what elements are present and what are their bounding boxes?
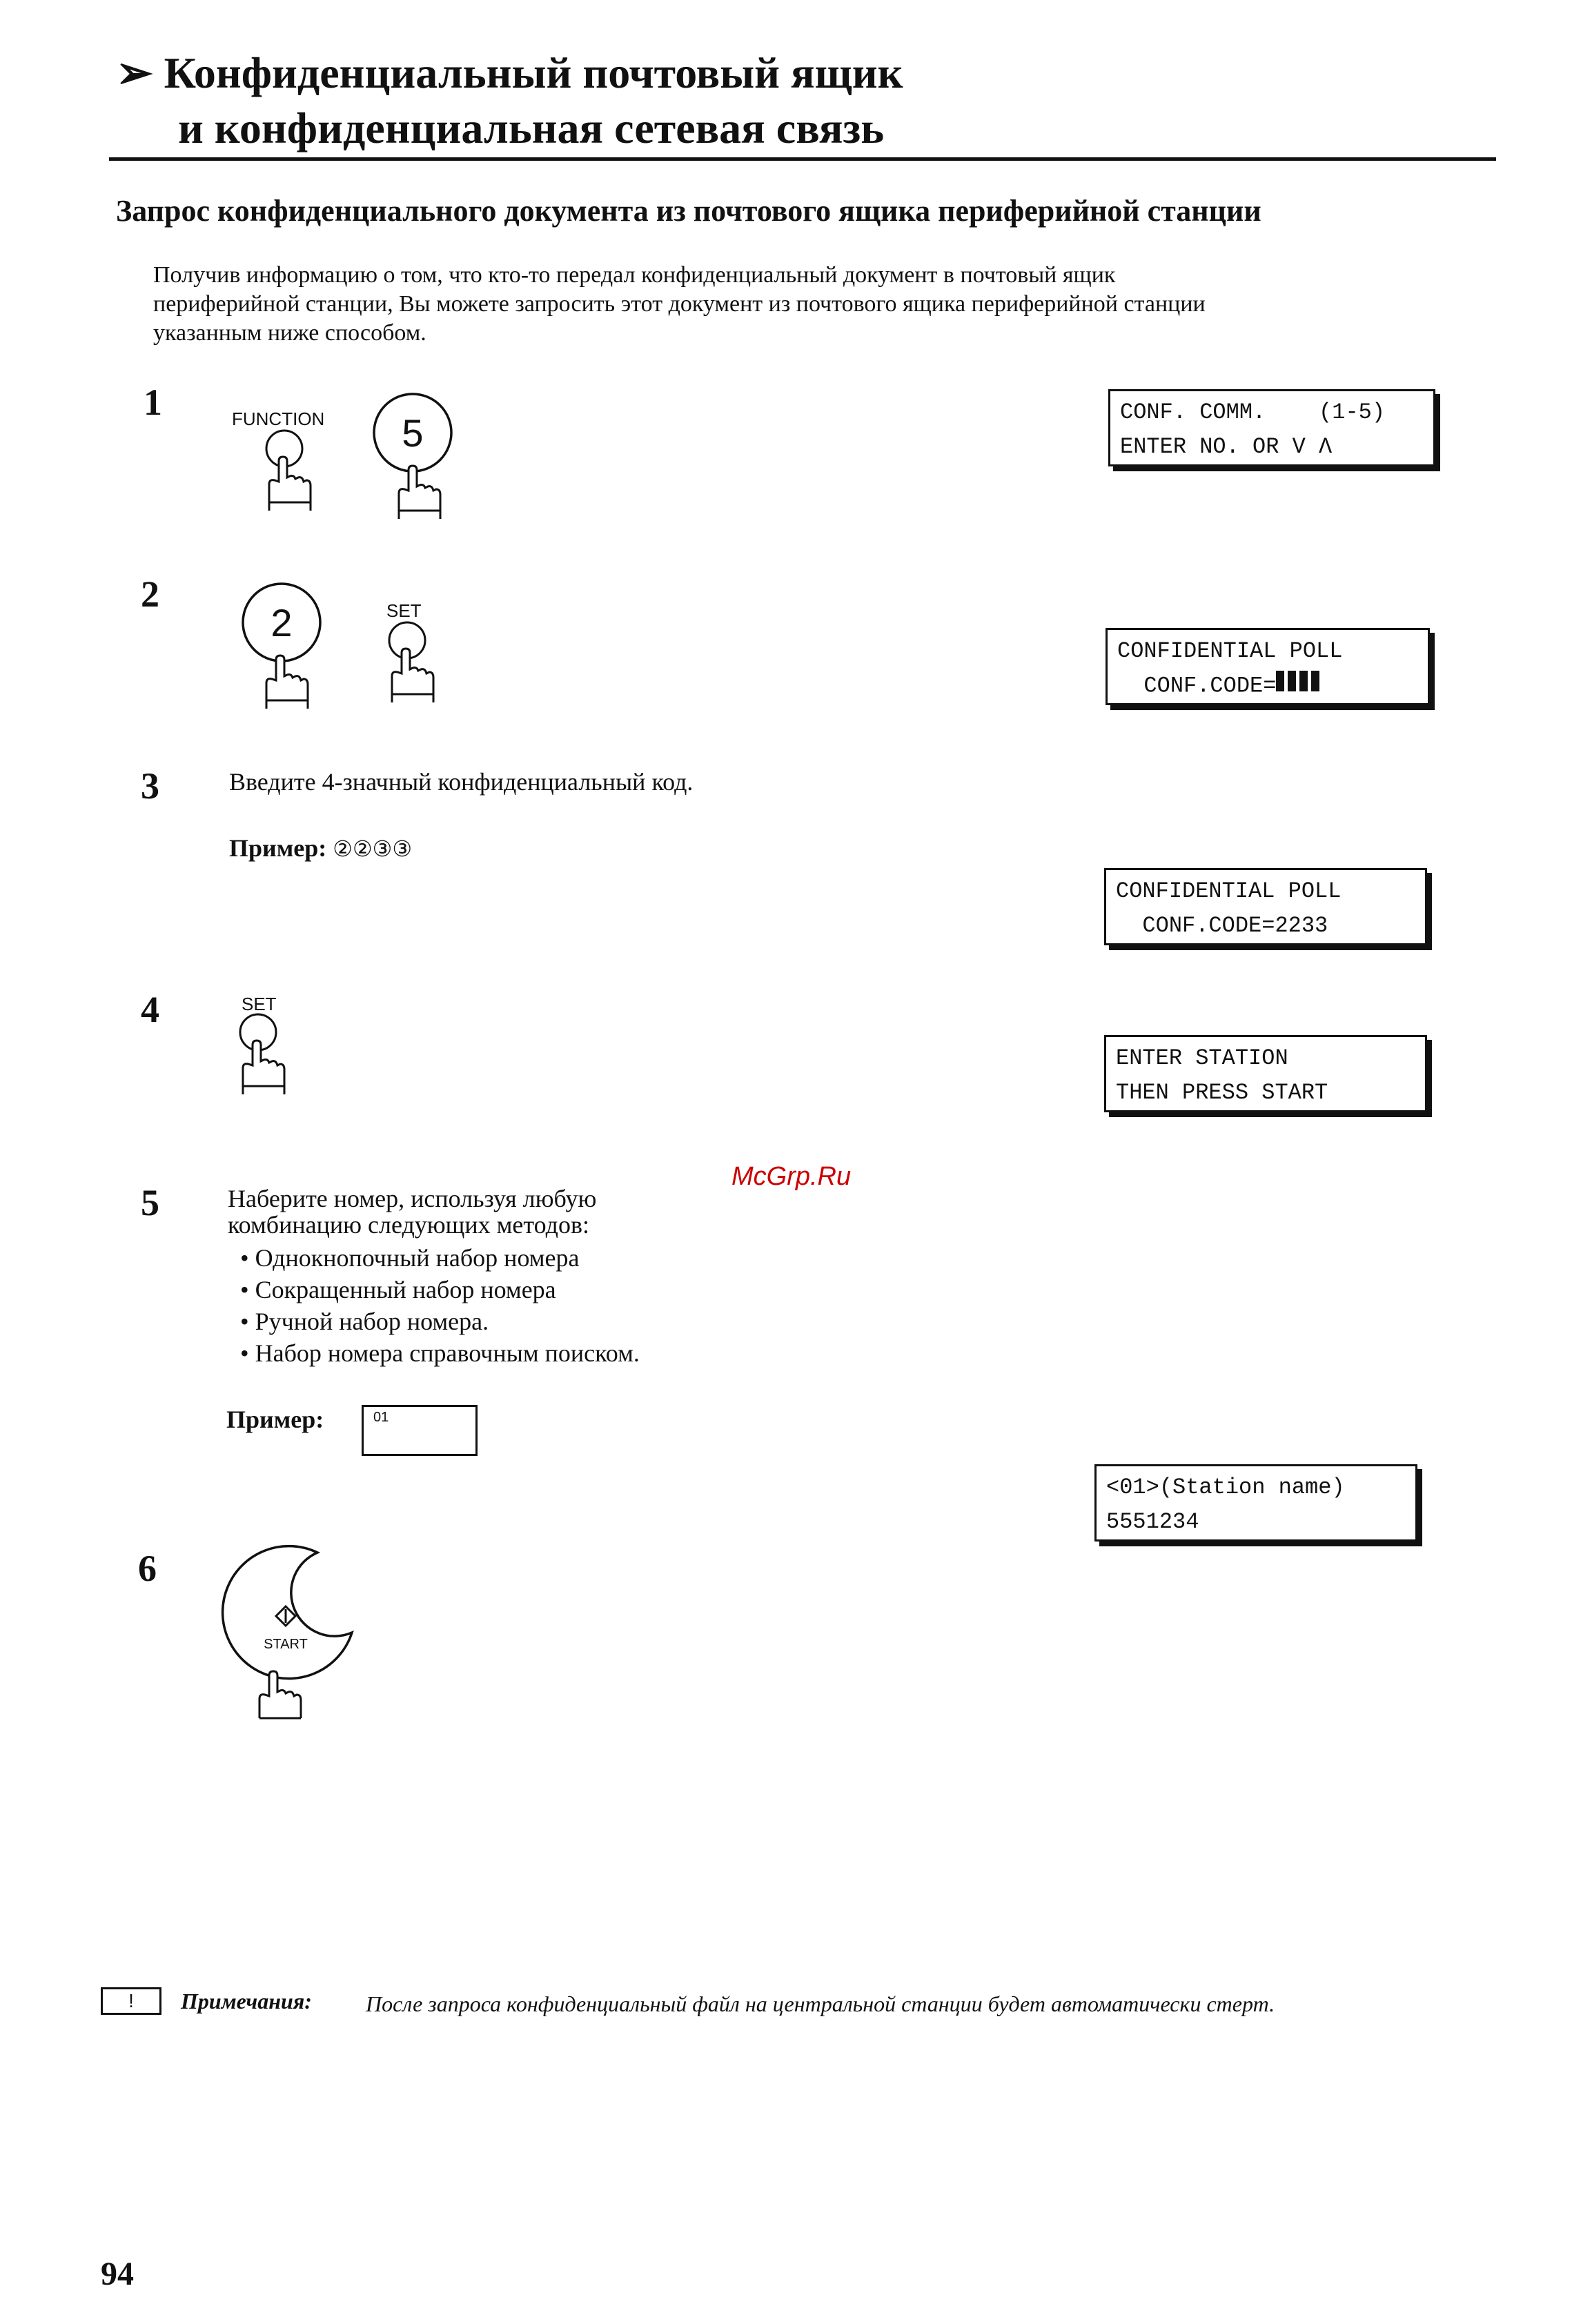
step3-instruction: Введите 4-значный конфиденциальный код. [229, 768, 694, 796]
set-button[interactable] [380, 620, 455, 709]
section-title: Запрос конфиденциального документа из почтового ящика периферийной станции [116, 194, 1261, 228]
digit-5-label: 5 [402, 411, 424, 455]
code-cursor-blocks [1276, 669, 1319, 703]
page-number: 94 [101, 2256, 134, 2292]
start-button[interactable] [221, 1546, 359, 1725]
step3-example: Пример: ②②③③ [229, 834, 413, 862]
step-number-2: 2 [141, 573, 159, 615]
dialing-methods-list [240, 1242, 640, 1369]
step5-instruction: Наберите номер, используя любую комбинацию следующих методов: [228, 1185, 597, 1239]
set-button-step4[interactable] [230, 1012, 306, 1101]
step-number-4: 4 [141, 989, 159, 1030]
list-item: • Сокращенный набор номера [240, 1276, 556, 1303]
step-number-5: 5 [141, 1182, 159, 1223]
title-divider [109, 157, 1496, 161]
example-code-digits: ②②③③ [333, 836, 413, 862]
list-item: • Однокнопочный набор номера [240, 1244, 580, 1272]
intro-paragraph: Получив информацию о том, что кто-то передал конфиденциальный документ в почтовый ящик периферийной станции, Вы можете запросить этот документ из почтового ящика периферийной станции указанным ниже способом. [153, 262, 1206, 346]
list-item: • Набор номера справочным поиском. [240, 1339, 640, 1367]
step5-example-label: Пример: [226, 1406, 324, 1433]
step-number-6: 6 [138, 1548, 157, 1589]
arrow-icon: ➢ [116, 48, 153, 97]
lcd-display-step5: <01>(Station name) 5551234 [1094, 1464, 1417, 1542]
lcd-display-step3: CONFIDENTIAL POLL CONF.CODE=2233 [1104, 868, 1427, 945]
note-text: После запроса конфиденциальный файл на центральной станции будет автоматически стерт. [366, 1991, 1275, 2016]
function-button[interactable] [248, 428, 324, 518]
note-warning-icon: ! [101, 1987, 161, 2015]
set-button-label-step4: SET [242, 994, 277, 1014]
set-button-label: SET [386, 600, 422, 621]
lcd-display-step2: CONFIDENTIAL POLL CONF.CODE= [1106, 628, 1430, 705]
lcd-display-step1: CONF. COMM. (1-5) ENTER NO. OR V Λ [1108, 389, 1435, 466]
note-label: Примечания: [181, 1989, 312, 2013]
digit-2-label: 2 [271, 600, 293, 644]
lcd-display-step4: ENTER STATION THEN PRESS START [1104, 1035, 1427, 1112]
list-item: • Ручной набор номера. [240, 1308, 489, 1335]
one-touch-key-01[interactable]: 01 [362, 1405, 478, 1456]
watermark: McGrp.Ru [731, 1162, 852, 1191]
step-number-3: 3 [141, 765, 159, 807]
step-number-1: 1 [144, 382, 162, 423]
start-button-label: START [264, 1637, 308, 1652]
page-title-line2: и конфиденциальная сетевая связь [178, 104, 885, 152]
page-title-line1: ➢ Конфиденциальный почтовый ящик [116, 48, 903, 97]
function-button-label: FUNCTION [232, 408, 325, 429]
